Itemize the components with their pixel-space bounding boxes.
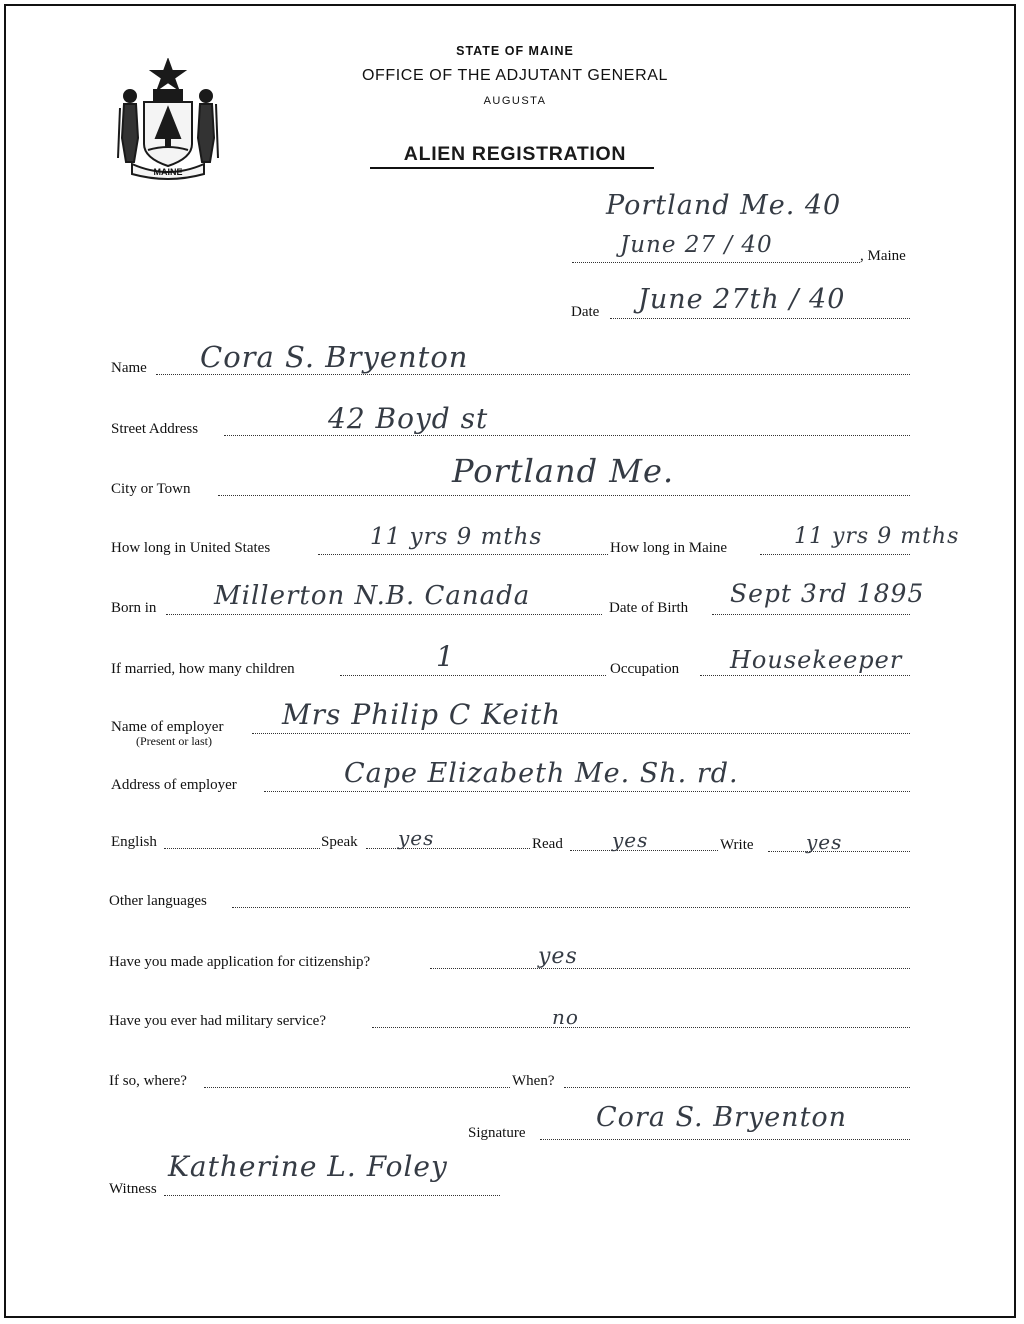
read-label: Read xyxy=(532,836,563,852)
other-languages-label: Other languages xyxy=(109,893,207,909)
witness-handwriting: Katherine L. Foley xyxy=(168,1150,448,1183)
citizenship-label: Have you made application for citizenship? xyxy=(109,954,371,970)
english-line xyxy=(164,848,320,849)
city-handwriting: Portland Me. xyxy=(452,452,675,490)
date-handwriting: June 27th / 40 xyxy=(638,284,846,315)
date-label: Date xyxy=(571,304,600,320)
seal-label: MAINE xyxy=(153,167,183,177)
place-suffix-label: , Maine xyxy=(860,248,906,264)
name-line xyxy=(156,374,910,375)
speak-label: Speak xyxy=(321,834,358,850)
occupation-label: Occupation xyxy=(610,661,680,677)
children-label: If married, how many children xyxy=(111,661,295,677)
name-handwriting: Cora S. Bryenton xyxy=(200,340,469,374)
employer-label: Name of employer xyxy=(111,719,224,735)
title-underline xyxy=(370,167,654,169)
where-label: If so, where? xyxy=(109,1073,187,1089)
dob-label: Date of Birth xyxy=(609,600,689,616)
witness-line xyxy=(164,1195,500,1196)
when-label: When? xyxy=(512,1073,555,1089)
city-line xyxy=(218,495,910,496)
office-heading: OFFICE OF THE ADJUTANT GENERAL xyxy=(361,67,669,84)
city-label: City or Town xyxy=(111,481,191,497)
signature-line xyxy=(540,1139,910,1140)
name-label: Name xyxy=(111,360,147,376)
place-date-handwriting: June 27 / 40 xyxy=(620,232,773,258)
when-line xyxy=(564,1087,910,1088)
citizenship-handwriting: yes xyxy=(538,944,578,969)
occupation-line xyxy=(700,675,910,676)
employer-handwriting: Mrs Philip C Keith xyxy=(282,698,562,731)
speak-line xyxy=(366,848,530,849)
military-handwriting: no xyxy=(552,1005,579,1029)
military-label: Have you ever had military service? xyxy=(109,1013,326,1029)
street-line xyxy=(224,435,910,436)
where-line xyxy=(204,1087,510,1088)
place-line xyxy=(572,262,860,263)
signature-handwriting: Cora S. Bryenton xyxy=(596,1102,848,1133)
street-label: Street Address xyxy=(111,421,199,437)
children-handwriting: 1 xyxy=(436,640,455,673)
english-label: English xyxy=(111,834,157,850)
dob-handwriting: Sept 3rd 1895 xyxy=(730,579,925,608)
us-duration-line xyxy=(318,554,608,555)
employer-address-line xyxy=(264,791,910,792)
date-line xyxy=(610,318,910,319)
us-duration-label: How long in United States xyxy=(111,540,271,556)
maine-seal-icon xyxy=(112,58,224,182)
state-heading: STATE OF MAINE xyxy=(456,44,574,58)
maine-duration-line xyxy=(760,554,910,555)
born-in-handwriting: Millerton N.B. Canada xyxy=(214,581,531,611)
place-handwriting: Portland Me. 40 xyxy=(606,190,842,221)
write-label: Write xyxy=(720,837,754,853)
signature-label: Signature xyxy=(468,1125,526,1141)
employer-address-handwriting: Cape Elizabeth Me. Sh. rd. xyxy=(344,758,739,789)
speak-handwriting: yes xyxy=(398,826,435,850)
city-heading: AUGUSTA xyxy=(483,95,547,107)
other-languages-line xyxy=(232,907,910,908)
maine-duration-label: How long in Maine xyxy=(610,540,728,556)
form-title: ALIEN REGISTRATION xyxy=(403,143,627,165)
witness-label: Witness xyxy=(109,1181,157,1197)
citizenship-line xyxy=(430,968,910,969)
write-handwriting: yes xyxy=(806,830,843,854)
born-in-label: Born in xyxy=(111,600,157,616)
dob-line xyxy=(712,614,910,615)
employer-line xyxy=(252,733,910,734)
employer-sublabel: (Present or last) xyxy=(136,734,212,748)
street-handwriting: 42 Boyd st xyxy=(328,402,489,435)
employer-address-label: Address of employer xyxy=(111,777,237,793)
military-line xyxy=(372,1027,910,1028)
maine-duration-handwriting: 11 yrs 9 mths xyxy=(794,524,960,549)
occupation-handwriting: Housekeeper xyxy=(730,646,903,674)
born-in-line xyxy=(166,614,602,615)
us-duration-handwriting: 11 yrs 9 mths xyxy=(370,524,543,550)
children-line xyxy=(340,675,606,676)
read-handwriting: yes xyxy=(612,828,649,852)
